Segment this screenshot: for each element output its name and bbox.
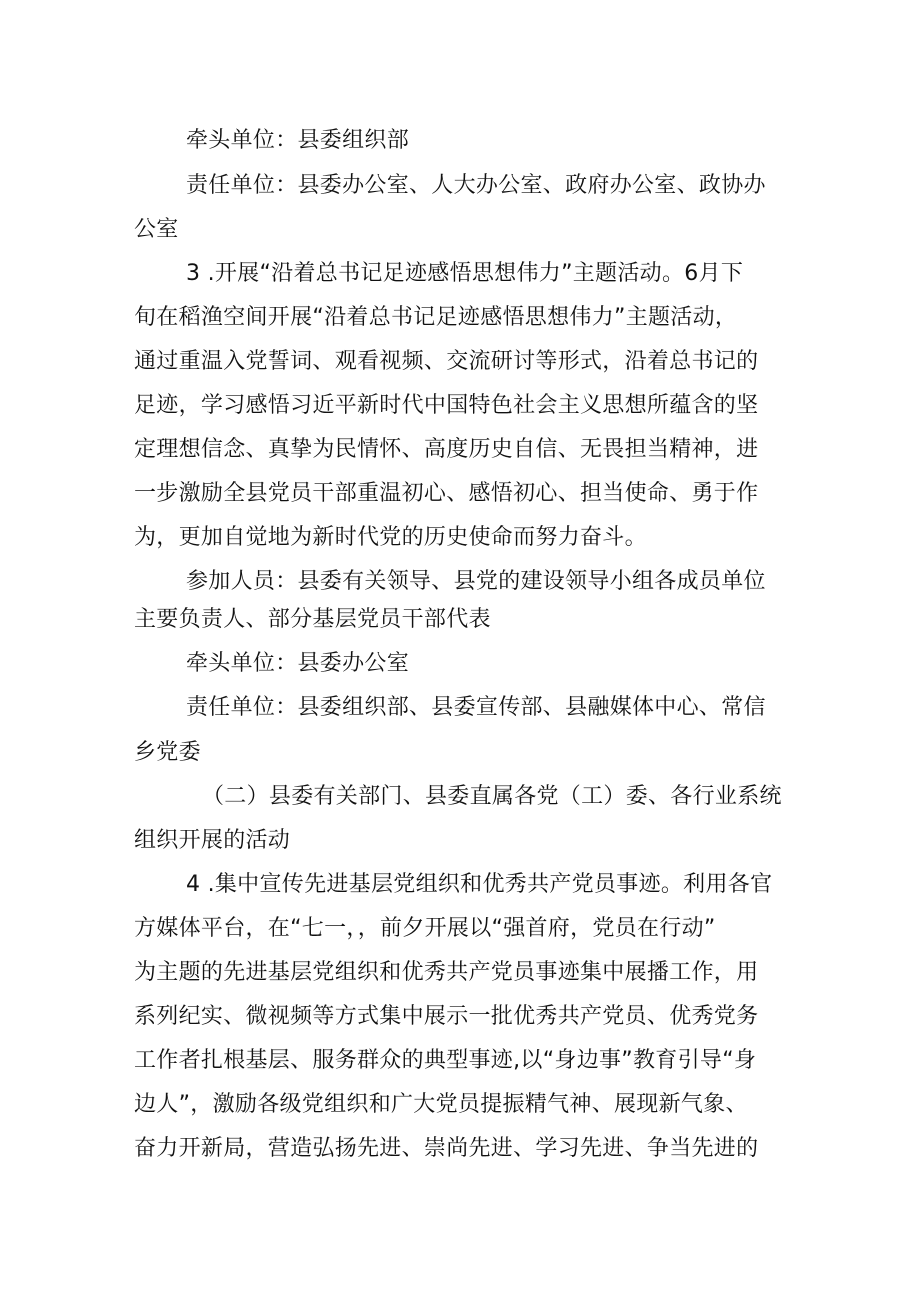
text-line: 主要负责人、部分基层党员干部代表 — [134, 607, 491, 632]
text-line: 边人”，激励各级党组织和广大党员提振精气神、展现新气象、 — [134, 1092, 748, 1117]
text-line: 奋力开新局，营造弘扬先进、崇尚先进、学习先进、争当先进的 — [134, 1136, 759, 1161]
text-line-lead-unit-1: 牵头单位：县委组织部 — [186, 128, 410, 153]
section-heading: （二）县委有关部门、县委直属各党（工）委、各行业系统 — [202, 784, 782, 809]
text-line: 工作者扎根基层、服务群众的典型事迹,以“身边事”教育引导“身 — [134, 1048, 757, 1073]
text-line: 系列纪实、微视频等方式集中展示一批优秀共产党员、优秀党务 — [134, 1004, 759, 1029]
text-line: 旬在稻渔空间开展“沿着总书记足迹感悟思想伟力”主题活动， — [134, 305, 738, 330]
text-line: 足迹，学习感悟习近平新时代中国特色社会主义思想所蕴含的坚 — [134, 393, 759, 418]
text-line-item-4: 4 .集中宣传先进基层党组织和优秀共产党员事迹。利用各官 — [186, 872, 773, 897]
text-line-responsible-unit-1: 责任单位：县委办公室、人大办公室、政府办公室、政协办 — [186, 173, 766, 198]
text-line-lead-unit-2: 牵头单位：县委办公室 — [186, 651, 410, 676]
text-line: 乡党委 — [134, 740, 201, 765]
text-line: 组织开展的活动 — [134, 828, 291, 853]
text-line: 为，更加自觉地为新时代党的历史使命而努力奋斗。 — [134, 525, 647, 550]
text-line: 公室 — [134, 217, 179, 242]
text-line: 方媒体平台，在“七一，，前夕开展以“强首府，党员在行动” — [134, 916, 716, 941]
text-line: 通过重温入党誓词、观看视频、交流研讨等形式，沿着总书记的 — [134, 349, 759, 374]
text-line: 一步激励全县党员干部重温初心、感悟初心、担当使命、勇于作 — [134, 481, 759, 506]
text-line: 定理想信念、真挚为民情怀、高度历史自信、无畏担当精神，进 — [134, 437, 759, 462]
text-line-responsible-unit-2: 责任单位：县委组织部、县委宣传部、县融媒体中心、常信 — [186, 695, 766, 720]
text-line: 为主题的先进基层党组织和优秀共产党员事迹集中展播工作，用 — [134, 960, 759, 985]
text-line-item-3: 3 .开展“沿着总书记足迹感悟思想伟力”主题活动。6月下 — [186, 261, 744, 286]
text-line-participants: 参加人员：县委有关领导、县党的建设领导小组各成员单位 — [186, 569, 766, 594]
